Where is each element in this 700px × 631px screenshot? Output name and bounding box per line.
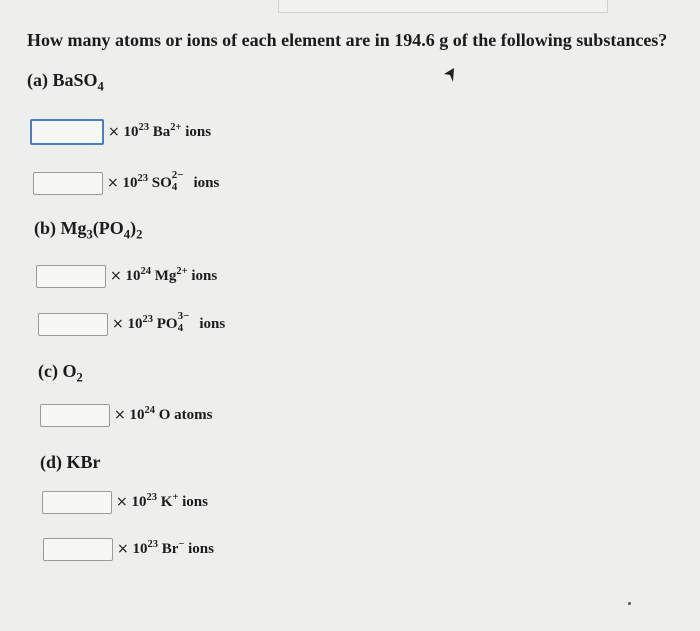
part-b-label: (b) $Mg_3(PO_4)_2$ (34, 218, 143, 242)
top-answer-box (278, 0, 608, 13)
answer-row-po4 (38, 311, 225, 337)
answer-row-ba (30, 119, 211, 145)
br-ions-input[interactable] (43, 538, 113, 561)
k-ions-unit: × $10^{23}$ K+ ions (116, 491, 208, 510)
o-atoms-input[interactable] (40, 404, 110, 427)
mg-ions-unit: × $10^{24}$ $Mg^{2+}$ ions (110, 265, 218, 284)
mg-ions-input[interactable] (36, 265, 106, 288)
o-atoms-unit: × $10^{24}$ O atoms (114, 404, 213, 423)
po4-ions-input[interactable] (38, 313, 108, 336)
answer-row-k (42, 489, 208, 515)
answer-row-so4 (33, 170, 219, 196)
k-ions-input[interactable] (42, 491, 112, 514)
answer-row-mg (36, 263, 217, 289)
br-ions-unit: × $10^{23}$ Br− ions (117, 538, 214, 557)
stray-dot (628, 602, 631, 605)
so4-ions-input[interactable] (33, 172, 103, 195)
answer-row-o (40, 402, 212, 428)
part-d-label: (d) KBr (40, 452, 101, 472)
question-text: How many atoms or ions of each element are in 194.6 g of the following substances? (27, 30, 668, 50)
ba-ions-input[interactable] (30, 119, 104, 145)
part-c-label: (c) $O_2$ (38, 361, 83, 385)
so4-ions-unit: × $10^{23}$ SO 2− 4 ions (107, 169, 220, 194)
mouse-cursor-icon (441, 66, 459, 84)
answer-row-br (43, 536, 214, 562)
ba-ions-unit: × $10^{23}$ $Ba^{2+}$ ions (108, 121, 212, 140)
part-a-label: (a) BaSO$_4$ (27, 70, 104, 94)
po4-ions-unit: × $10^{23}$ PO 3− 4 ions (112, 310, 226, 335)
